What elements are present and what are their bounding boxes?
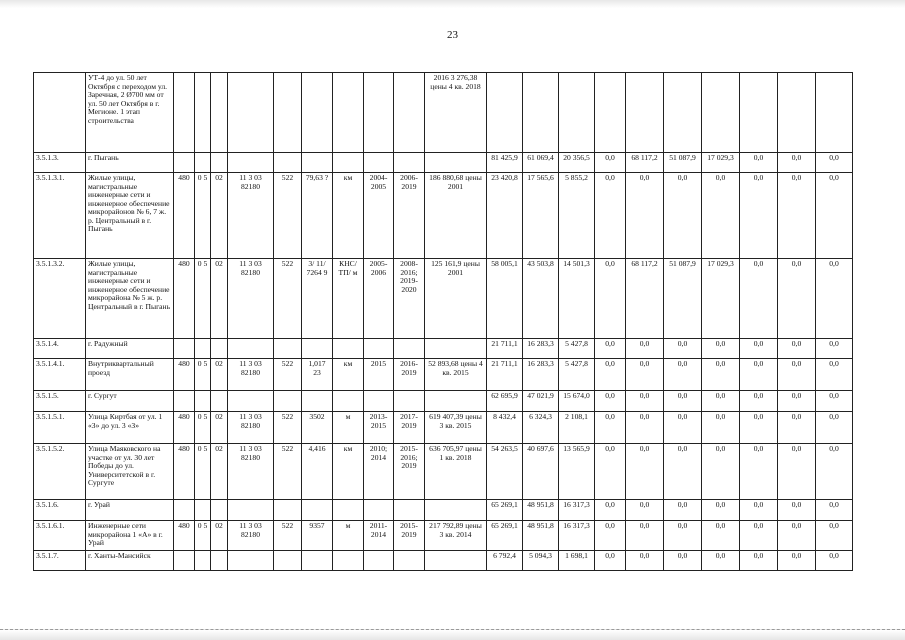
cell-total-2020: 0,0 bbox=[626, 339, 664, 359]
cell-code: 3.5.1.5.1. bbox=[34, 412, 86, 444]
cell-local-2020: 17 029,3 bbox=[702, 259, 740, 339]
cell-total-2019: 62 695,9 bbox=[487, 391, 523, 412]
cell-code: 3.5.1.4.1. bbox=[34, 359, 86, 391]
cell-local-2019: 2 108,1 bbox=[559, 412, 595, 444]
cell-district-2021: 0,0 bbox=[778, 412, 816, 444]
cell-unit: км bbox=[333, 173, 364, 259]
cell-total-2020 bbox=[626, 73, 664, 153]
cell-other-2019: 0,0 bbox=[595, 359, 626, 391]
cell-local-2020: 0,0 bbox=[702, 359, 740, 391]
cell-total-2021: 0,0 bbox=[740, 521, 778, 551]
cell-total-2020: 0,0 bbox=[626, 173, 664, 259]
cell-local-2019: 15 674,0 bbox=[559, 391, 595, 412]
cell-local-2021: 0,0 bbox=[816, 444, 853, 500]
cell-target-article: 11 3 03 82180 bbox=[228, 259, 274, 339]
cell-total-2021: 0,0 bbox=[740, 412, 778, 444]
cell-total-2021: 0,0 bbox=[740, 444, 778, 500]
cell-name: Улица Маяковского на участке от ул. 30 лет Победы до ул. Университетской в г. Сургуте bbox=[86, 444, 174, 500]
cell-design-years bbox=[364, 551, 394, 571]
cell-target-article: 11 3 03 82180 bbox=[228, 521, 274, 551]
cell-local-2019: 5 427,8 bbox=[559, 339, 595, 359]
table-row bbox=[34, 259, 853, 339]
cell-expense-type: 522 bbox=[274, 259, 302, 339]
cell-other-2019 bbox=[595, 73, 626, 153]
cell-total-2019: 65 269,1 bbox=[487, 500, 523, 521]
cell-subsection bbox=[211, 153, 228, 173]
cell-target-article bbox=[228, 339, 274, 359]
cell-other-2019: 0,0 bbox=[595, 444, 626, 500]
cell-name: Жилые улицы, магистральные инженерные сети и инженерное обеспечение микрорайона № 5 ж. р. Центральный в г. Пыгань bbox=[86, 259, 174, 339]
cell-local-2020: 0,0 bbox=[702, 391, 740, 412]
cell-total-2021: 0,0 bbox=[740, 259, 778, 339]
cell-expense-type bbox=[274, 153, 302, 173]
cell-district-2020: 0,0 bbox=[664, 500, 702, 521]
cell-other-2019: 0,0 bbox=[595, 339, 626, 359]
cell-district-2021: 0,0 bbox=[778, 359, 816, 391]
cell-ministry bbox=[174, 500, 195, 521]
cell-name: г. Урай bbox=[86, 500, 174, 521]
cell-code: 3.5.1.3. bbox=[34, 153, 86, 173]
cell-name: г. Сургут bbox=[86, 391, 174, 412]
cell-construction-years bbox=[394, 73, 425, 153]
cell-subsection bbox=[211, 500, 228, 521]
cell-district-2021 bbox=[778, 73, 816, 153]
budget-table bbox=[33, 72, 853, 571]
cell-design-years: 2013-2015 bbox=[364, 412, 394, 444]
cell-construction-years: 2008-2016; 2019-2020 bbox=[394, 259, 425, 339]
cell-expense-type: 522 bbox=[274, 444, 302, 500]
cell-district-2020: 51 087,9 bbox=[664, 259, 702, 339]
cell-ministry: 480 bbox=[174, 359, 195, 391]
cell-target-article: 11 3 03 82180 bbox=[228, 173, 274, 259]
cell-subsection: 02 bbox=[211, 259, 228, 339]
cell-total-2019: 21 711,1 bbox=[487, 339, 523, 359]
cell-unit: км bbox=[333, 359, 364, 391]
cell-district-2020: 51 087,9 bbox=[664, 153, 702, 173]
cell-total-2019: 23 420,8 bbox=[487, 173, 523, 259]
cell-district-2020: 0,0 bbox=[664, 339, 702, 359]
cell-local-2019: 20 356,5 bbox=[559, 153, 595, 173]
cell-subsection: 02 bbox=[211, 521, 228, 551]
cell-local-2021: 0,0 bbox=[816, 521, 853, 551]
table-body bbox=[34, 73, 853, 571]
cell-district-2019: 48 951,8 bbox=[523, 500, 559, 521]
cell-section bbox=[195, 551, 211, 571]
cell-code: 3.5.1.5.2. bbox=[34, 444, 86, 500]
cell-estimated-cost: 186 880,68 цены 2001 bbox=[425, 173, 487, 259]
cell-district-2021: 0,0 bbox=[778, 521, 816, 551]
cell-design-years bbox=[364, 73, 394, 153]
cell-section: 0 5 bbox=[195, 521, 211, 551]
cell-capacity: 3502 bbox=[302, 412, 333, 444]
cell-total-2020: 68 117,2 bbox=[626, 153, 664, 173]
cell-design-years bbox=[364, 391, 394, 412]
cell-subsection: 02 bbox=[211, 412, 228, 444]
cell-local-2019: 16 317,3 bbox=[559, 521, 595, 551]
scan-edge-top bbox=[0, 0, 905, 8]
cell-unit bbox=[333, 153, 364, 173]
cell-capacity: 9357 bbox=[302, 521, 333, 551]
cell-district-2020: 0,0 bbox=[664, 391, 702, 412]
cell-estimated-cost bbox=[425, 391, 487, 412]
cell-expense-type: 522 bbox=[274, 359, 302, 391]
cell-estimated-cost: 619 407,39 цены 3 кв. 2015 bbox=[425, 412, 487, 444]
cell-local-2021: 0,0 bbox=[816, 339, 853, 359]
cell-expense-type bbox=[274, 551, 302, 571]
cell-name: г. Пыгань bbox=[86, 153, 174, 173]
cell-name: УТ-4 до ул. 50 лет Октября с переходом ул. Заречная, 2 Ø700 мм от ул. 50 лет Октября в г. Мегионе. 1 этап строительства bbox=[86, 73, 174, 153]
cell-capacity: 3/ 11/ 7264 9 bbox=[302, 259, 333, 339]
cell-unit bbox=[333, 339, 364, 359]
cell-name: Жилые улицы, магистральные инженерные сети и инженерное обеспечение микрорайонов № 6, 7 ж. р. Центральный в г. Пыгань bbox=[86, 173, 174, 259]
cell-ministry: 480 bbox=[174, 259, 195, 339]
cell-other-2019: 0,0 bbox=[595, 259, 626, 339]
table-row bbox=[34, 73, 853, 153]
cell-construction-years bbox=[394, 339, 425, 359]
cell-subsection: 02 bbox=[211, 444, 228, 500]
cell-district-2021: 0,0 bbox=[778, 173, 816, 259]
cell-subsection bbox=[211, 391, 228, 412]
cell-local-2020: 0,0 bbox=[702, 551, 740, 571]
cell-capacity bbox=[302, 73, 333, 153]
cell-name: г. Ханты-Мансийск bbox=[86, 551, 174, 571]
cell-other-2019: 0,0 bbox=[595, 153, 626, 173]
cell-district-2021: 0,0 bbox=[778, 444, 816, 500]
cell-section bbox=[195, 391, 211, 412]
cell-estimated-cost: 636 705,97 цены 1 кв. 2018 bbox=[425, 444, 487, 500]
cell-other-2019: 0,0 bbox=[595, 551, 626, 571]
table-row bbox=[34, 339, 853, 359]
cell-estimated-cost: 2016 3 276,38 цены 4 кв. 2018 bbox=[425, 73, 487, 153]
cell-construction-years: 2016-2019 bbox=[394, 359, 425, 391]
cell-district-2020 bbox=[664, 73, 702, 153]
cell-district-2020: 0,0 bbox=[664, 521, 702, 551]
cell-target-article: 11 3 03 82180 bbox=[228, 444, 274, 500]
cell-code: 3.5.1.6. bbox=[34, 500, 86, 521]
cell-local-2021: 0,0 bbox=[816, 551, 853, 571]
cell-design-years: 2004-2005 bbox=[364, 173, 394, 259]
cell-section bbox=[195, 500, 211, 521]
cell-other-2019: 0,0 bbox=[595, 521, 626, 551]
cell-total-2020: 68 117,2 bbox=[626, 259, 664, 339]
cell-design-years: 2005-2006 bbox=[364, 259, 394, 339]
cell-local-2019: 5 427,8 bbox=[559, 359, 595, 391]
cell-local-2020: 0,0 bbox=[702, 412, 740, 444]
cell-district-2021: 0,0 bbox=[778, 153, 816, 173]
table-row bbox=[34, 521, 853, 551]
cell-local-2020 bbox=[702, 73, 740, 153]
cell-subsection bbox=[211, 551, 228, 571]
cell-name: Внутриквартальный проезд bbox=[86, 359, 174, 391]
scan-edge-bottom bbox=[0, 629, 905, 640]
cell-total-2019: 81 425,9 bbox=[487, 153, 523, 173]
cell-local-2021: 0,0 bbox=[816, 359, 853, 391]
cell-total-2019: 65 269,1 bbox=[487, 521, 523, 551]
cell-expense-type bbox=[274, 73, 302, 153]
cell-target-article bbox=[228, 153, 274, 173]
cell-ministry: 480 bbox=[174, 412, 195, 444]
cell-total-2021: 0,0 bbox=[740, 153, 778, 173]
cell-total-2020: 0,0 bbox=[626, 521, 664, 551]
cell-capacity: 4,416 bbox=[302, 444, 333, 500]
cell-ministry: 480 bbox=[174, 173, 195, 259]
cell-district-2019: 48 951,8 bbox=[523, 521, 559, 551]
cell-estimated-cost bbox=[425, 551, 487, 571]
cell-local-2019: 1 698,1 bbox=[559, 551, 595, 571]
cell-unit: м bbox=[333, 412, 364, 444]
cell-section bbox=[195, 339, 211, 359]
table-row bbox=[34, 391, 853, 412]
cell-ministry: 480 bbox=[174, 521, 195, 551]
cell-district-2021: 0,0 bbox=[778, 391, 816, 412]
cell-total-2019: 21 711,1 bbox=[487, 359, 523, 391]
cell-total-2020: 0,0 bbox=[626, 500, 664, 521]
cell-section: 0 5 bbox=[195, 412, 211, 444]
cell-local-2021: 0,0 bbox=[816, 412, 853, 444]
cell-total-2021: 0,0 bbox=[740, 391, 778, 412]
cell-unit bbox=[333, 391, 364, 412]
cell-subsection: 02 bbox=[211, 173, 228, 259]
cell-district-2020: 0,0 bbox=[664, 359, 702, 391]
cell-district-2020: 0,0 bbox=[664, 173, 702, 259]
cell-ministry bbox=[174, 339, 195, 359]
cell-expense-type bbox=[274, 391, 302, 412]
table-row bbox=[34, 412, 853, 444]
cell-expense-type: 522 bbox=[274, 173, 302, 259]
cell-local-2019: 16 317,3 bbox=[559, 500, 595, 521]
cell-local-2019 bbox=[559, 73, 595, 153]
cell-expense-type: 522 bbox=[274, 521, 302, 551]
cell-total-2020: 0,0 bbox=[626, 391, 664, 412]
cell-construction-years bbox=[394, 391, 425, 412]
cell-design-years bbox=[364, 339, 394, 359]
cell-total-2020: 0,0 bbox=[626, 359, 664, 391]
cell-section: 0 5 bbox=[195, 359, 211, 391]
cell-total-2020: 0,0 bbox=[626, 412, 664, 444]
cell-local-2020: 0,0 bbox=[702, 500, 740, 521]
cell-capacity: 79,63 ? bbox=[302, 173, 333, 259]
cell-target-article bbox=[228, 551, 274, 571]
table-row bbox=[34, 173, 853, 259]
cell-target-article bbox=[228, 73, 274, 153]
cell-construction-years bbox=[394, 500, 425, 521]
cell-district-2019: 5 094,3 bbox=[523, 551, 559, 571]
cell-code: 3.5.1.7. bbox=[34, 551, 86, 571]
cell-construction-years: 2015-2016; 2019 bbox=[394, 444, 425, 500]
cell-district-2019: 17 565,6 bbox=[523, 173, 559, 259]
cell-district-2019: 43 503,8 bbox=[523, 259, 559, 339]
cell-district-2019: 6 324,3 bbox=[523, 412, 559, 444]
cell-design-years bbox=[364, 153, 394, 173]
cell-local-2019: 5 855,2 bbox=[559, 173, 595, 259]
cell-other-2019: 0,0 bbox=[595, 500, 626, 521]
cell-estimated-cost bbox=[425, 153, 487, 173]
cell-capacity bbox=[302, 500, 333, 521]
cell-district-2019: 61 069,4 bbox=[523, 153, 559, 173]
cell-target-article bbox=[228, 391, 274, 412]
cell-local-2020: 0,0 bbox=[702, 173, 740, 259]
cell-district-2020: 0,0 bbox=[664, 551, 702, 571]
cell-capacity: 1,017 23 bbox=[302, 359, 333, 391]
page-number: 23 bbox=[447, 29, 458, 41]
cell-local-2019: 14 501,3 bbox=[559, 259, 595, 339]
cell-capacity bbox=[302, 153, 333, 173]
cell-total-2019 bbox=[487, 73, 523, 153]
cell-ministry bbox=[174, 391, 195, 412]
cell-unit: км bbox=[333, 444, 364, 500]
cell-section: 0 5 bbox=[195, 444, 211, 500]
table-row bbox=[34, 359, 853, 391]
cell-unit bbox=[333, 551, 364, 571]
cell-other-2019: 0,0 bbox=[595, 391, 626, 412]
cell-subsection bbox=[211, 339, 228, 359]
cell-code: 3.5.1.3.2. bbox=[34, 259, 86, 339]
cell-expense-type bbox=[274, 339, 302, 359]
cell-district-2020: 0,0 bbox=[664, 412, 702, 444]
cell-unit bbox=[333, 500, 364, 521]
cell-section: 0 5 bbox=[195, 259, 211, 339]
cell-estimated-cost: 52 893,68 цены 4 кв. 2015 bbox=[425, 359, 487, 391]
cell-estimated-cost: 125 161,9 цены 2001 bbox=[425, 259, 487, 339]
cell-ministry bbox=[174, 551, 195, 571]
cell-total-2021: 0,0 bbox=[740, 551, 778, 571]
cell-capacity bbox=[302, 391, 333, 412]
cell-total-2019: 54 263,5 bbox=[487, 444, 523, 500]
cell-design-years: 2010; 2014 bbox=[364, 444, 394, 500]
cell-ministry bbox=[174, 153, 195, 173]
cell-local-2021: 0,0 bbox=[816, 500, 853, 521]
cell-total-2020: 0,0 bbox=[626, 551, 664, 571]
cell-code: 3.5.1.3.1. bbox=[34, 173, 86, 259]
cell-target-article bbox=[228, 500, 274, 521]
cell-estimated-cost: 217 792,89 цены 3 кв. 2014 bbox=[425, 521, 487, 551]
cell-district-2020: 0,0 bbox=[664, 444, 702, 500]
cell-section: 0 5 bbox=[195, 173, 211, 259]
table-row bbox=[34, 551, 853, 571]
cell-code: 3.5.1.5. bbox=[34, 391, 86, 412]
cell-local-2020: 17 029,3 bbox=[702, 153, 740, 173]
cell-estimated-cost bbox=[425, 339, 487, 359]
cell-local-2020: 0,0 bbox=[702, 444, 740, 500]
cell-local-2021: 0,0 bbox=[816, 259, 853, 339]
cell-design-years: 2011-2014 bbox=[364, 521, 394, 551]
cell-total-2019: 6 792,4 bbox=[487, 551, 523, 571]
cell-local-2019: 13 565,9 bbox=[559, 444, 595, 500]
cell-district-2021: 0,0 bbox=[778, 259, 816, 339]
cell-unit: м bbox=[333, 521, 364, 551]
cell-construction-years: 2006-2019 bbox=[394, 173, 425, 259]
cell-design-years bbox=[364, 500, 394, 521]
cell-total-2021: 0,0 bbox=[740, 500, 778, 521]
cell-construction-years: 2015-2019 bbox=[394, 521, 425, 551]
cell-district-2021: 0,0 bbox=[778, 500, 816, 521]
cell-total-2021 bbox=[740, 73, 778, 153]
cell-unit bbox=[333, 73, 364, 153]
cell-local-2021: 0,0 bbox=[816, 391, 853, 412]
cell-name: Улица Киртбая от ул. 1 «З» до ул. 3 «З» bbox=[86, 412, 174, 444]
cell-capacity bbox=[302, 339, 333, 359]
cell-target-article: 11 3 03 82180 bbox=[228, 359, 274, 391]
cell-name: г. Радужный bbox=[86, 339, 174, 359]
cell-other-2019: 0,0 bbox=[595, 173, 626, 259]
cell-district-2021: 0,0 bbox=[778, 551, 816, 571]
cell-local-2021 bbox=[816, 73, 853, 153]
cell-local-2020: 0,0 bbox=[702, 339, 740, 359]
cell-estimated-cost bbox=[425, 500, 487, 521]
table-row bbox=[34, 444, 853, 500]
cell-district-2019: 16 283,3 bbox=[523, 339, 559, 359]
cell-target-article: 11 3 03 82180 bbox=[228, 412, 274, 444]
cell-code: 3.5.1.4. bbox=[34, 339, 86, 359]
cell-design-years: 2015 bbox=[364, 359, 394, 391]
cell-district-2019: 16 283,3 bbox=[523, 359, 559, 391]
cell-ministry bbox=[174, 73, 195, 153]
cell-expense-type: 522 bbox=[274, 412, 302, 444]
table-row bbox=[34, 153, 853, 173]
cell-local-2020: 0,0 bbox=[702, 521, 740, 551]
cell-local-2021: 0,0 bbox=[816, 153, 853, 173]
cell-ministry: 480 bbox=[174, 444, 195, 500]
cell-other-2019: 0,0 bbox=[595, 412, 626, 444]
cell-capacity bbox=[302, 551, 333, 571]
cell-unit: КНС/ ТП/ м bbox=[333, 259, 364, 339]
cell-local-2021: 0,0 bbox=[816, 173, 853, 259]
cell-district-2019: 40 697,6 bbox=[523, 444, 559, 500]
cell-section bbox=[195, 73, 211, 153]
cell-district-2021: 0,0 bbox=[778, 339, 816, 359]
cell-total-2019: 8 432,4 bbox=[487, 412, 523, 444]
cell-subsection: 02 bbox=[211, 359, 228, 391]
cell-construction-years bbox=[394, 153, 425, 173]
cell-construction-years: 2017-2019 bbox=[394, 412, 425, 444]
cell-total-2021: 0,0 bbox=[740, 339, 778, 359]
cell-district-2019 bbox=[523, 73, 559, 153]
cell-name: Инженерные сети микрорайона 1 «А» в г. Урай bbox=[86, 521, 174, 551]
table-row bbox=[34, 500, 853, 521]
cell-construction-years bbox=[394, 551, 425, 571]
cell-code: 3.5.1.6.1. bbox=[34, 521, 86, 551]
cell-district-2019: 47 021,9 bbox=[523, 391, 559, 412]
cell-total-2021: 0,0 bbox=[740, 359, 778, 391]
cell-total-2021: 0,0 bbox=[740, 173, 778, 259]
cell-total-2020: 0,0 bbox=[626, 444, 664, 500]
cell-section bbox=[195, 153, 211, 173]
cell-code bbox=[34, 73, 86, 153]
cell-subsection bbox=[211, 73, 228, 153]
cell-total-2019: 58 005,1 bbox=[487, 259, 523, 339]
cell-expense-type bbox=[274, 500, 302, 521]
